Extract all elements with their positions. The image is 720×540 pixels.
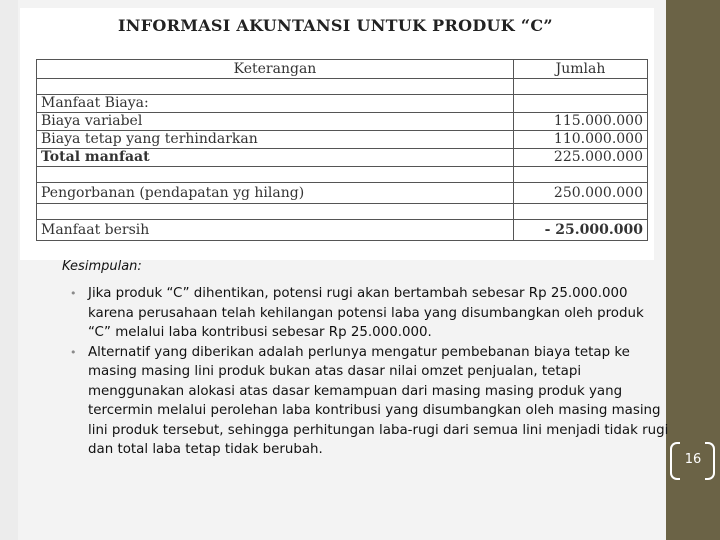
row-label: Manfaat Biaya:	[37, 95, 514, 113]
table-spacer-row	[37, 167, 648, 183]
conclusion-list	[70, 284, 670, 460]
table-row	[37, 220, 648, 241]
list-item	[70, 343, 670, 460]
table-row	[37, 131, 648, 149]
table-spacer-row	[37, 204, 648, 220]
page-number: 16	[684, 452, 702, 467]
row-label: Biaya variabel	[37, 113, 514, 131]
row-label: Pengorbanan (pendapatan yg hilang)	[37, 183, 514, 204]
list-item-text: Alternatif yang diberikan adalah perlunya mengatur pembebanan biaya tetap ke masing masing lini produk bukan atas dasar nilai omzet penjualan, tetapi menggunakan alokasi atas dasar kemampuan dari masing masing produk yang tercermin melalui perolehan laba kontribusi yang disumbangkan oleh masing masing lini produk tersebut, sehingga perhitungan laba-rugi dari semua lini menjadi tidak rugi dan total laba tetap tidak berubah.	[88, 344, 669, 457]
row-value: 110.000.000	[514, 131, 648, 149]
row-value: 115.000.000	[514, 113, 648, 131]
row-label: Total manfaat	[37, 149, 514, 167]
bullet-icon: •	[70, 345, 77, 359]
table-row	[37, 183, 648, 204]
header-keterangan: Keterangan	[37, 60, 514, 79]
accounting-table	[36, 59, 648, 241]
row-value: 250.000.000	[514, 183, 648, 204]
table-row	[37, 113, 648, 131]
row-value: 225.000.000	[514, 149, 648, 167]
row-value: - 25.000.000	[514, 220, 648, 241]
left-margin-strip	[0, 0, 18, 540]
table-row	[37, 149, 648, 167]
row-value	[514, 95, 648, 113]
bullet-icon: •	[70, 287, 77, 300]
header-jumlah: Jumlah	[514, 60, 648, 79]
table-header-row	[37, 60, 648, 79]
kesimpulan-heading: Kesimpulan:	[62, 259, 142, 274]
list-item-text: Jika produk “C” dihentikan, potensi rugi akan bertambah sebesar Rp 25.000.000 karena perusahaan telah kehilangan potensi laba yang disumbangkan oleh produk “C” melalui laba kontribusi sebesar Rp 25.000.000.	[88, 286, 644, 340]
row-label: Manfaat bersih	[37, 220, 514, 241]
list-item	[70, 284, 670, 343]
row-label: Biaya tetap yang terhindarkan	[37, 131, 514, 149]
table-spacer-row	[37, 79, 648, 95]
table-title: INFORMASI AKUNTANSI UNTUK PRODUK “C”	[118, 16, 553, 35]
table-row	[37, 95, 648, 113]
